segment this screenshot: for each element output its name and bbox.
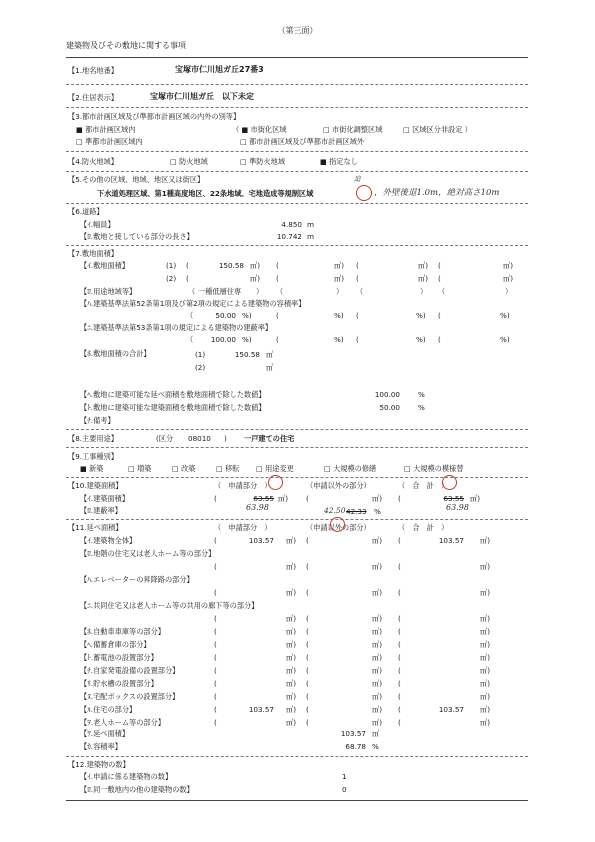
unit: ㎡)	[286, 705, 296, 714]
site-total-label: 【ﾎ.敷地面積の合計】	[80, 349, 151, 358]
paren: )	[224, 434, 227, 443]
building-count-label: 【ｲ.申請に係る建築物の数】	[80, 772, 173, 781]
paren: (	[306, 588, 309, 597]
unit: ㎡)	[286, 536, 296, 545]
unit: ㎡)	[286, 666, 296, 675]
paren: (	[398, 692, 401, 701]
section-4-label: 【4.防火地域】	[68, 157, 118, 166]
unit: ㎡)	[334, 261, 344, 270]
total-floor-area-value: 103.57	[340, 729, 366, 738]
paren: (	[214, 562, 217, 571]
section-7-label: 【7.敷地面積】	[68, 249, 118, 258]
floor-area-applied-value: 103.57	[248, 705, 274, 714]
paren: （	[186, 335, 194, 344]
total-floor-area-label: 【ﾜ.延べ面積】	[80, 729, 130, 738]
remarks-label: 【ﾁ.備考】	[80, 416, 115, 425]
unit: ㎡)	[286, 640, 296, 649]
bcr-actual-struck: 42.33	[346, 507, 367, 516]
other-building-count-value: 0	[342, 785, 347, 794]
floor-area-total-value: 103.57	[438, 705, 464, 714]
floor-area-row-label: 【ﾎ.自動車車庫等の部分】	[80, 627, 165, 636]
handwritten-mark: 追	[354, 175, 361, 183]
option-extension: □ 増築	[128, 464, 152, 473]
paren: (	[306, 494, 309, 503]
paren: (	[306, 653, 309, 662]
unit: ㎡)	[372, 494, 382, 503]
unit: ㎡)	[480, 692, 490, 701]
option-fire-zone: □ 防火地域	[170, 157, 208, 166]
paren: (	[398, 562, 401, 571]
option-relocation: □ 移転	[216, 464, 240, 473]
paren: (	[306, 692, 309, 701]
unit: ㎡)	[480, 718, 490, 727]
option-outside-areas: □ 都市計画区域及び準都市計画区域外	[240, 137, 365, 146]
paren: (	[214, 614, 217, 623]
unit: ㎡)	[372, 692, 382, 701]
paren: (	[398, 614, 401, 623]
unit: ㎡)	[480, 614, 490, 623]
option-major-remodel: □ 大規模の模様替	[404, 464, 464, 473]
unit: ㎡)	[372, 536, 382, 545]
unit: ㎡)	[286, 627, 296, 636]
other-building-count-label: 【ﾛ.同一敷地内の他の建築物の数】	[80, 785, 194, 794]
unit: ㎡)	[503, 274, 513, 283]
paren: (	[186, 274, 189, 283]
zoning-label: 【ﾛ.用途地域等】	[80, 287, 137, 296]
section-12-label: 【12.建築物の数】	[68, 760, 130, 769]
unit: %	[418, 390, 425, 399]
unit: ㎡)	[372, 562, 382, 571]
paren: (	[438, 335, 441, 344]
paren: (	[398, 666, 401, 675]
document-title: 建築物及びその敷地に関する事項	[66, 41, 186, 50]
paren: (	[214, 627, 217, 636]
paren: (	[306, 666, 309, 675]
building-area-label: 【ｲ.建築面積】	[80, 494, 130, 503]
paren: (	[214, 536, 217, 545]
bcr-actual-label: 【ﾛ.建蔽率】	[80, 506, 122, 515]
paren: (	[214, 494, 217, 503]
category-label: (区分	[156, 434, 174, 443]
unit: %)	[242, 335, 252, 344]
floor-area-row-label: 【ﾊ.エレベーターの昇降路の部分】	[80, 575, 194, 584]
divider	[66, 429, 528, 430]
paren: (	[214, 692, 217, 701]
section-10-label: 【10.建築面積】	[68, 481, 123, 490]
zoning-value: 一種低層住専	[198, 287, 242, 296]
unit: ㎡)	[480, 627, 490, 636]
unit: ㎡	[266, 363, 274, 372]
unit: ㎡)	[372, 718, 382, 727]
other-districts-value: 下水道処理区域、第1種高度地区、22条地域、宅地造成等規制区域	[97, 189, 314, 198]
unit: ㎡)	[286, 653, 296, 662]
road-width-value: 4.850	[281, 220, 302, 229]
category-code: 08010	[188, 434, 211, 443]
paren: (	[276, 311, 279, 320]
unit: ㎡)	[372, 666, 382, 675]
floor-area-row-label: 【ﾘ.貯水槽の設置部分】	[80, 679, 158, 688]
paren: ）	[505, 287, 513, 296]
paren: （	[188, 287, 196, 296]
unit: %)	[416, 311, 426, 320]
paren: (	[438, 274, 441, 283]
unit: ㎡)	[286, 614, 296, 623]
paren: (	[214, 640, 217, 649]
floor-area-row-label: 【ﾍ.備蓄倉庫の部分】	[80, 640, 151, 649]
unit: ㎡)	[286, 679, 296, 688]
paren: (	[214, 679, 217, 688]
paren: (	[398, 718, 401, 727]
handwritten-note: ，外壁後退1.0m，絶対高さ10m	[374, 188, 500, 198]
unit: ㎡)	[372, 679, 382, 688]
paren: (	[306, 640, 309, 649]
paren: （	[356, 287, 364, 296]
max-far-value: 100.00	[374, 390, 400, 399]
divider	[66, 800, 528, 801]
paren: (	[306, 627, 309, 636]
paren: (	[306, 614, 309, 623]
handwritten-building-area-total: 63.98	[446, 503, 469, 512]
divider	[66, 447, 528, 448]
correction-seal	[356, 185, 372, 201]
unit: ㎡)	[470, 494, 480, 503]
building-area-applied-struck: 63.55	[253, 494, 274, 503]
max-bcr-label: 【ﾄ.敷地に建築可能な建築面積を敷地面積で除した数値】	[80, 403, 266, 412]
correction-seal	[268, 475, 283, 490]
unit: ㎡)	[372, 640, 382, 649]
divider	[66, 477, 528, 478]
paren: (	[398, 588, 401, 597]
option-major-repair: □ 大規模の修繕	[324, 464, 377, 473]
paren: (	[398, 705, 401, 714]
unit: ㎡)	[372, 653, 382, 662]
paren: (	[214, 588, 217, 597]
unit: ㎡)	[286, 718, 296, 727]
option-no-division: □ 区域区分非設定 ）	[403, 125, 472, 134]
site-total-value: 150.58	[234, 350, 260, 359]
unit: ㎡)	[250, 261, 260, 270]
unit: %	[418, 403, 425, 412]
building-area-total-struck: 63.55	[443, 494, 464, 503]
row-number: (1)	[195, 350, 206, 359]
floor-area-row-label: 【ﾁ.自家発電設備の設置部分】	[80, 666, 180, 675]
floor-area-row-label: 【ｲ.建築物全体】	[80, 536, 137, 545]
divider	[66, 519, 528, 520]
paren: (	[214, 718, 217, 727]
option-change-of-use: □ 用途変更	[256, 464, 294, 473]
paren: (	[398, 653, 401, 662]
unit: ㎡)	[480, 679, 490, 688]
paren: (	[306, 718, 309, 727]
floor-area-row-label: 【ﾄ.蓄電池の設置部分】	[80, 653, 158, 662]
option-urbanization-control: □ 市街化調整区域	[323, 125, 383, 134]
divider	[66, 756, 528, 757]
far-actual-value: 68.78	[345, 742, 366, 751]
column-header-applied: （ 申請部分 ）	[214, 481, 272, 490]
unit: %)	[500, 311, 510, 320]
section-9-label: 【9.工事種別】	[68, 452, 118, 461]
divider	[66, 151, 528, 152]
paren: (	[356, 274, 359, 283]
section-8-label: 【8.主要用途】	[68, 434, 118, 443]
column-header-total: （ 合 計 ）	[398, 481, 449, 490]
unit: ㎡)	[372, 705, 382, 714]
section-2-label: 【2.住居表示】	[68, 93, 118, 102]
paren: (	[186, 261, 189, 270]
main-use-value: 一戸建ての住宅	[244, 434, 295, 443]
unit: %)	[242, 311, 252, 320]
paren: (	[306, 536, 309, 545]
correction-seal	[442, 475, 457, 490]
paren: ）	[420, 287, 428, 296]
unit: ㎡)	[480, 653, 490, 662]
paren: (	[398, 536, 401, 545]
divider	[66, 57, 528, 58]
unit: ㎡)	[250, 274, 260, 283]
correction-seal	[330, 517, 345, 532]
unit: %)	[334, 335, 344, 344]
section-5-label: 【5.その他の区域、地域、地区又は街区】	[68, 175, 205, 184]
floor-area-total-value: 103.57	[438, 536, 464, 545]
option-new-construction: ■ 新築	[80, 464, 104, 473]
unit: ㎡)	[418, 261, 428, 270]
paren: （	[438, 287, 446, 296]
frontage-value: 10.742	[276, 232, 302, 241]
unit: %	[372, 742, 379, 751]
column-header-other: （申請以外の部分）	[306, 481, 371, 490]
unit: %)	[416, 335, 426, 344]
unit: ㎡)	[480, 588, 490, 597]
unit: %	[374, 507, 381, 516]
paren: （	[186, 311, 194, 320]
unit: ㎡)	[503, 261, 513, 270]
floor-area-applied-value: 103.57	[248, 536, 274, 545]
floor-area-row-label: 【ﾇ.宅配ボックスの設置部分】	[80, 692, 180, 701]
building-count-value: 1	[342, 772, 347, 781]
option-city-planning-area: ■ 都市計画区域内	[76, 125, 136, 134]
unit: ㎡)	[286, 588, 296, 597]
unit: ㎡)	[372, 627, 382, 636]
unit: ㎡)	[418, 274, 428, 283]
unit: ㎡)	[278, 494, 288, 503]
paren: (	[356, 261, 359, 270]
paren: (	[398, 679, 401, 688]
column-header-applied: （ 申請部分 ）	[214, 523, 272, 532]
frontage-label: 【ﾛ.敷地と接している部分の長さ】	[80, 232, 194, 241]
floor-area-row-label: 【ﾆ.共同住宅又は老人ホーム等の共用の廊下等の部分】	[80, 601, 259, 610]
row-number: (2)	[166, 274, 177, 283]
unit: ㎡)	[480, 536, 490, 545]
paren: (	[214, 705, 217, 714]
paren: (	[356, 335, 359, 344]
paren: (	[438, 311, 441, 320]
paren: (	[398, 627, 401, 636]
divider	[66, 107, 528, 108]
option-not-designated: ■ 指定なし	[320, 157, 358, 166]
column-header-total: （ 合 計 ）	[398, 523, 449, 532]
option-quasi-city-planning: □ 準都市計画区域内	[76, 137, 143, 146]
paren: (	[438, 261, 441, 270]
address-value: 宝塚市仁川旭ガ丘 以下未定	[150, 92, 254, 101]
paren: (	[398, 494, 401, 503]
unit: ㎡)	[480, 705, 490, 714]
divider	[66, 171, 528, 172]
unit: ㎡	[372, 729, 380, 738]
unit: ㎡)	[372, 614, 382, 623]
unit: ㎡)	[480, 640, 490, 649]
far-label: 【ﾊ.建築基準法第52条第1項及び第2項の規定による建築物の容積率】	[80, 299, 306, 308]
unit: ㎡	[266, 350, 274, 359]
paren: (	[306, 679, 309, 688]
far-actual-label: 【ｶ.容積率】	[80, 742, 122, 751]
section-11-label: 【11.延べ面積】	[68, 523, 123, 532]
paren: (	[356, 311, 359, 320]
paren: (	[306, 562, 309, 571]
unit: ㎡)	[372, 588, 382, 597]
section-3-label: 【3.都市計画区域及び準都市計画区域の内外の別等】	[68, 112, 241, 121]
frontage-unit: m	[307, 232, 315, 241]
floor-area-row-label: 【ｦ.老人ホーム等の部分】	[80, 718, 165, 727]
option-quasi-fire-zone: □ 準防火地域	[240, 157, 286, 166]
row-number: (2)	[195, 363, 206, 372]
paren: ）	[336, 287, 344, 296]
divider	[66, 245, 528, 246]
column-header-other: （申請以外の部分）	[306, 523, 371, 532]
section-6-label: 【6.道路】	[68, 207, 104, 216]
road-width-label: 【ｲ.幅員】	[80, 220, 115, 229]
unit: %)	[500, 335, 510, 344]
paren: (	[214, 653, 217, 662]
floor-area-row-label: 【ﾙ.住宅の部分】	[80, 705, 137, 714]
site-area-label: 【ｲ.敷地面積】	[80, 261, 130, 270]
paren: (	[276, 274, 279, 283]
unit: ㎡)	[334, 274, 344, 283]
divider	[66, 84, 528, 85]
unit: ㎡)	[480, 562, 490, 571]
max-far-label: 【ﾍ.敷地に建築可能な延べ面積を敷地面積で除した数値】	[80, 390, 266, 399]
paren: (	[276, 335, 279, 344]
unit: ㎡)	[480, 666, 490, 675]
divider	[66, 203, 528, 204]
bcr-value: 100.00	[210, 335, 236, 344]
paren: (	[306, 705, 309, 714]
section-1-label: 【1.地名地番】	[68, 66, 118, 75]
unit: ㎡)	[286, 692, 296, 701]
paren: (	[276, 261, 279, 270]
paren: （	[276, 287, 284, 296]
handwritten-building-area: 63.98	[246, 503, 269, 512]
paren: ）	[256, 287, 264, 296]
page-label: （第三面）	[277, 26, 318, 35]
option-reconstruction: □ 改築	[172, 464, 196, 473]
row-number: (1)	[166, 261, 177, 270]
unit: %)	[334, 311, 344, 320]
unit: ㎡)	[286, 562, 296, 571]
option-urbanization-area: （ ■ 市街化区域	[232, 125, 287, 134]
handwritten-bcr: 42.50	[324, 506, 346, 515]
far-value: 50.00	[215, 311, 236, 320]
site-area-value: 150.58	[218, 261, 244, 270]
floor-area-row-label: 【ﾛ.地階の住宅又は老人ホーム等の部分】	[80, 549, 216, 558]
paren: (	[398, 640, 401, 649]
lot-number-value: 宝塚市仁川旭ガ丘27番3	[175, 65, 264, 74]
paren: (	[214, 666, 217, 675]
max-bcr-value: 50.00	[379, 403, 400, 412]
road-width-unit: m	[307, 220, 315, 229]
bcr-label: 【ﾆ.建築基準法第53条第1項の規定による建築物の建蔽率】	[80, 323, 273, 332]
